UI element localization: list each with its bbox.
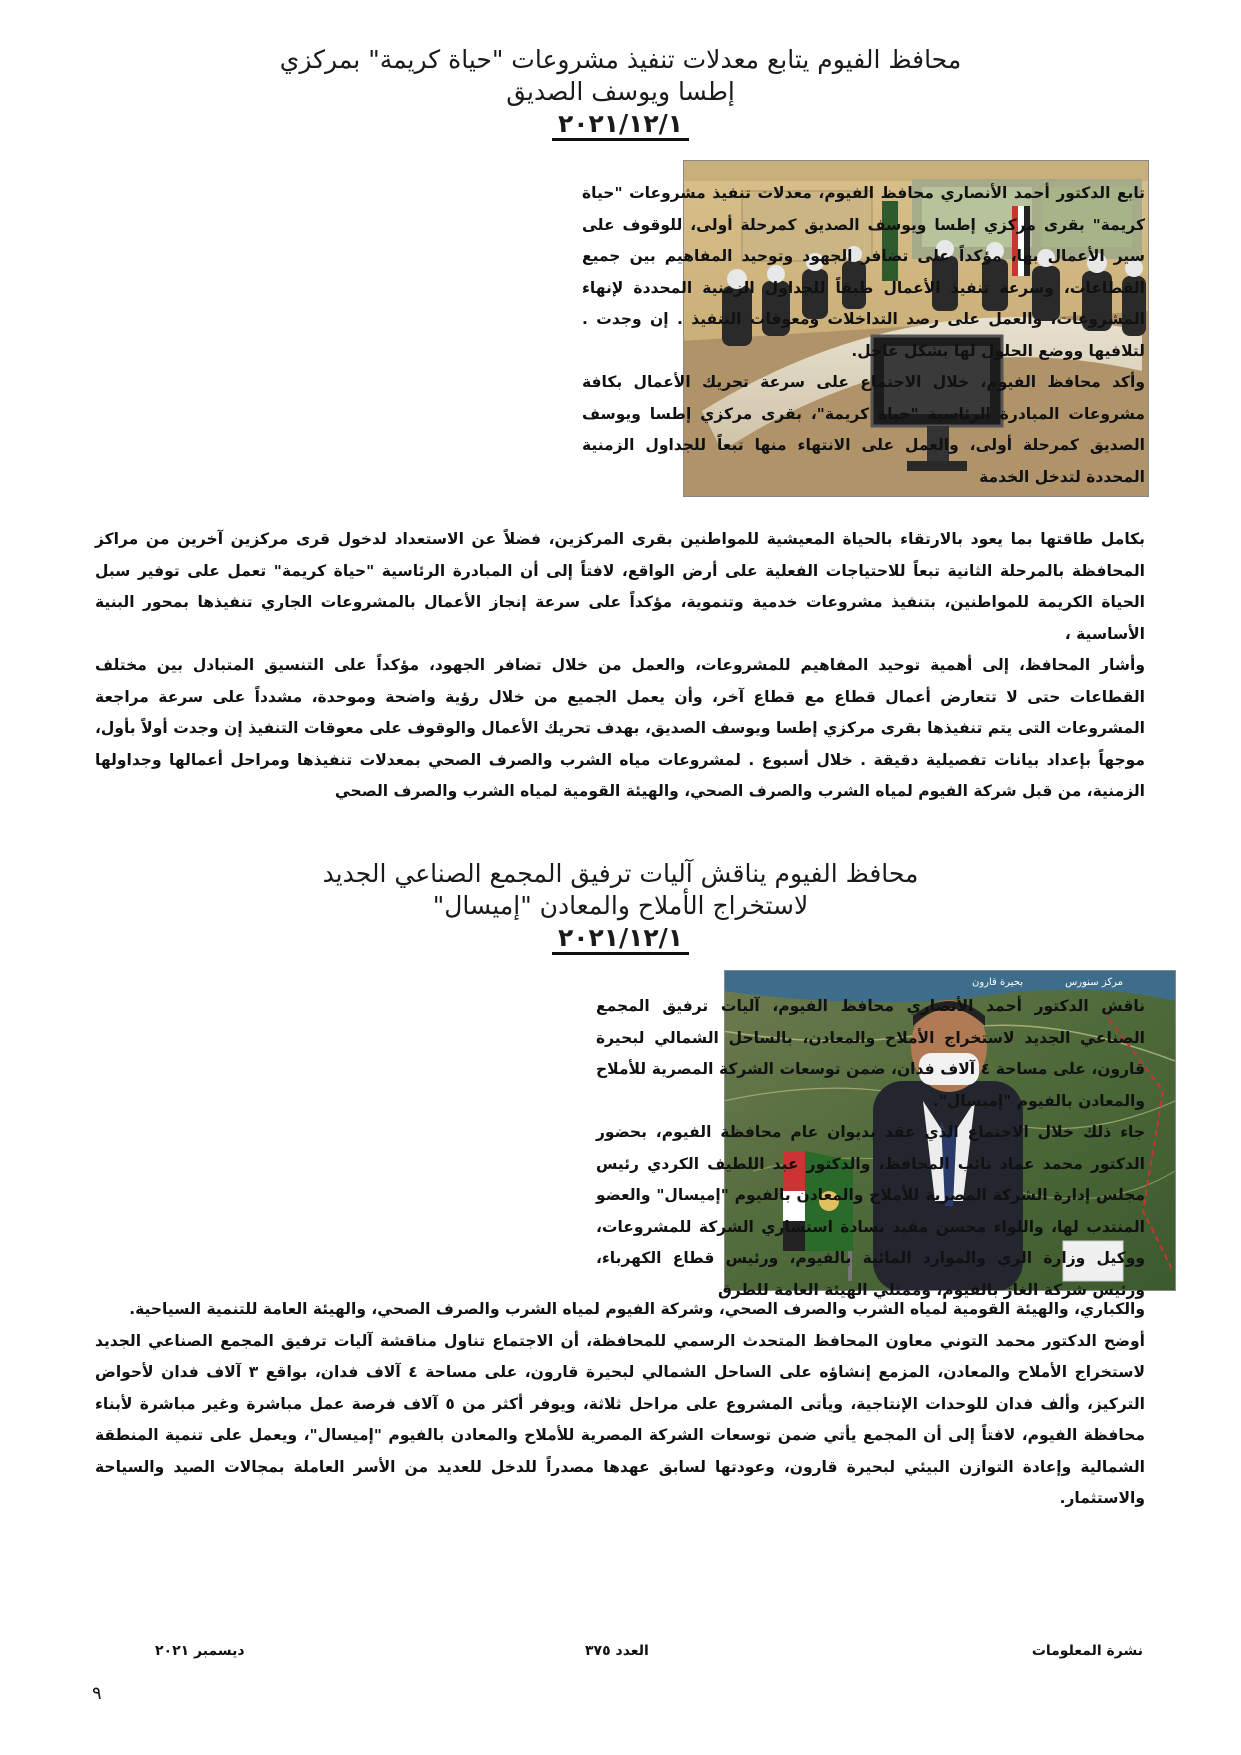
lake-map-label: بحيرة قارون — [971, 977, 1023, 988]
article1-intro-column — [582, 178, 1145, 493]
article2-headline-line2: لاستخراج الأملاح والمعادن "إميسال" — [432, 891, 809, 920]
article2-paragraph-1: ناقش الدكتور أحمد الأنصاري محافظ الفيوم، آليات ترفيق المجمع الصناعي الجديد لاستخراج الأملاح والمعادن، بالساحل الشمالي لبحيرة قارون، على مساحة ٤ آلاف فدان، ضمن توسعات الشركة المصرية للأملاح والمعادن بالفيوم "إميسال". — [596, 997, 1145, 1110]
article1-headline — [60, 44, 1181, 141]
article2-paragraph-2-rest: والكباري، والهيئة القومية لمياه الشرب والصرف الصحي، وشركة الفيوم لمياه الشرب والصرف الصحي، والهيئة العامة للتنمية السياحية. — [129, 1300, 1145, 1318]
town-map-label: مركز سنورس — [1065, 977, 1123, 988]
article2-paragraph-3: أوضح الدكتور محمد التوني معاون المحافظ المتحدث الرسمي للمحافظة، أن الاجتماع تناول مناقشة آليات ترفيق المجمع الصناعي الجديد لاستخراج الأملاح والمعادن، المزمع إنشاؤه على الساحل الشمالي لبحيرة قارون، على مساحة ٤ آلاف فدان، بواقع ٣ آلاف فدان لأحواض التركيز، وألف فدان للوحدات الإنتاجية، ويأتى المشروع على مراحل ثلاثة، ويوفر أكثر من ٥ آلاف فرصة عمل مباشرة وغير مباشرة لأبناء محافظة الفيوم، لافتاً إلى أن المجمع يأتي ضمن توسعات الشركة المصرية للأملاح والمعادن بالفيوم "إميسال"، ويعمل على تنمية المنطقة الشمالية وإعادة التوازن البيئي لبحيرة قارون، وعودتها لسابق عهدها مصدراً للدخل للعديد من الأسر العاملة بمجالات الصيد والسياحة والاستثمار. — [95, 1331, 1145, 1507]
article1-paragraph-3: وأشار المحافظ، إلى أهمية توحيد المفاهيم للمشروعات، والعمل من خلال تضافر الجهود، مؤكداً على التنسيق المتبادل بين مختلف القطاعات حتى لا تتعارض أعمال قطاع مع قطاع آخر، وأن يعمل الجميع من خلال رؤية واضحة وموحدة، مشدداً على سرعة مراجعة المشروعات التى يتم تنفيذها بقرى مركزي إطسا ويوسف الصديق، بهدف تحريك الأعمال والوقوف على معوقات التنفيذ إن وجدت أولاً بأول، موجهاً بإعداد بيانات تفصيلية دقيقة . خلال أسبوع . لمشروعات مياه الشرب والصرف الصحي بمعدلات تنفيذها ومراحل أعمالها وجداولها الزمنية، من قبل شركة الفيوم لمياه الشرب والصرف الصحي، والهيئة القومية لمياه الشرب والصرف الصحي — [95, 656, 1145, 800]
footer-issue: العدد ٣٧٥ — [585, 1643, 649, 1659]
article2-intro-column — [596, 991, 1145, 1306]
article2-headline — [60, 858, 1181, 955]
article2-body-full — [95, 1294, 1145, 1515]
article1-date: ٢٠٢١/١٢/١ — [552, 110, 689, 141]
article2-paragraph-2-start: جاء ذلك خلال الاجتماع الذي عقد بديوان عام محافظة الفيوم، بحضور الدكتور محمد عماد نائب المحافظ، والدكتور عبد اللطيف الكردي رئيس مجلس إدارة الشركة المصرية للأملاح والمعادن بالفيوم "إميسال" والعضو المنتدب لها، واللواء محسن مفيد بسادة استشاري الشركة للمشروعات، ووكيل وزارة الري والموارد المائية بالفيوم، ورئيس قطاع الكهرباء، ورئيس شركة الغاز بالفيوم، وممثلي الهيئة العامة للطرق — [596, 1123, 1145, 1299]
article1-headline-line2: إطسا ويوسف الصديق — [506, 77, 735, 106]
article1-headline-line1: محافظ الفيوم يتابع معدلات تنفيذ مشروعات "حياة كريمة" بمركزي — [279, 45, 962, 74]
article1-body-full — [95, 524, 1145, 808]
article1-paragraph-2-start: وأكد محافظ الفيوم، خلال الاجتماع على سرعة تحريك الأعمال بكافة مشروعات المبادرة الرئاسية "حياة كريمة"، بقرى مركزي إطسا ويوسف الصديق كمرحلة أولى، والعمل على الانتهاء منها تبعاً للجداول الزمنية المحددة لتدخل الخدمة — [582, 373, 1145, 486]
footer-month: ديسمبر ٢٠٢١ — [155, 1643, 245, 1659]
footer-publication: نشرة المعلومات — [1031, 1643, 1143, 1659]
page-number: ٩ — [92, 1683, 102, 1704]
article2-headline-line1: محافظ الفيوم يناقش آليات ترفيق المجمع الصناعي الجديد — [322, 859, 919, 888]
article1-paragraph-1: تابع الدكتور أحمد الأنصاري محافظ الفيوم، معدلات تنفيذ مشروعات "حياة كريمة" بقرى مركزي إطسا ويوسف الصديق كمرحلة أولى، للوقوف على سير الأعمال بها، مؤكداً على تضافر الجهود وتوحيد المفاهيم بين جميع القطاعات، وسرعة تنفيذ الأعمال طبقاً للجداول الزمنية المحددة لإنهاء المشروعات، والعمل على رصد التداخلات ومعوقات التنفيذ . إن وجدت . لتلافيها ووضع الحلول لها بشكل عاجل. — [582, 184, 1145, 360]
article2-date: ٢٠٢١/١٢/١ — [552, 924, 689, 955]
article1-paragraph-2-rest: بكامل طاقتها بما يعود بالارتقاء بالحياة المعيشية للمواطنين بقرى المركزين، فضلاً عن الاستعداد لدخول قرى مركزين آخرين من مراكز المحافظة بالمرحلة الثانية تبعاً للاحتياجات الفعلية على أرض الواقع، لافتاً إلى أن المبادرة الرئاسية "حياة كريمة" تعمل على توفير سبل الحياة الكريمة للمواطنين، بتنفيذ مشروعات خدمية وتنموية، مؤكداً على سرعة إنجاز الأعمال بالمشروعات الجاري تنفيذها بمحور البنية الأساسية ، — [95, 530, 1145, 643]
